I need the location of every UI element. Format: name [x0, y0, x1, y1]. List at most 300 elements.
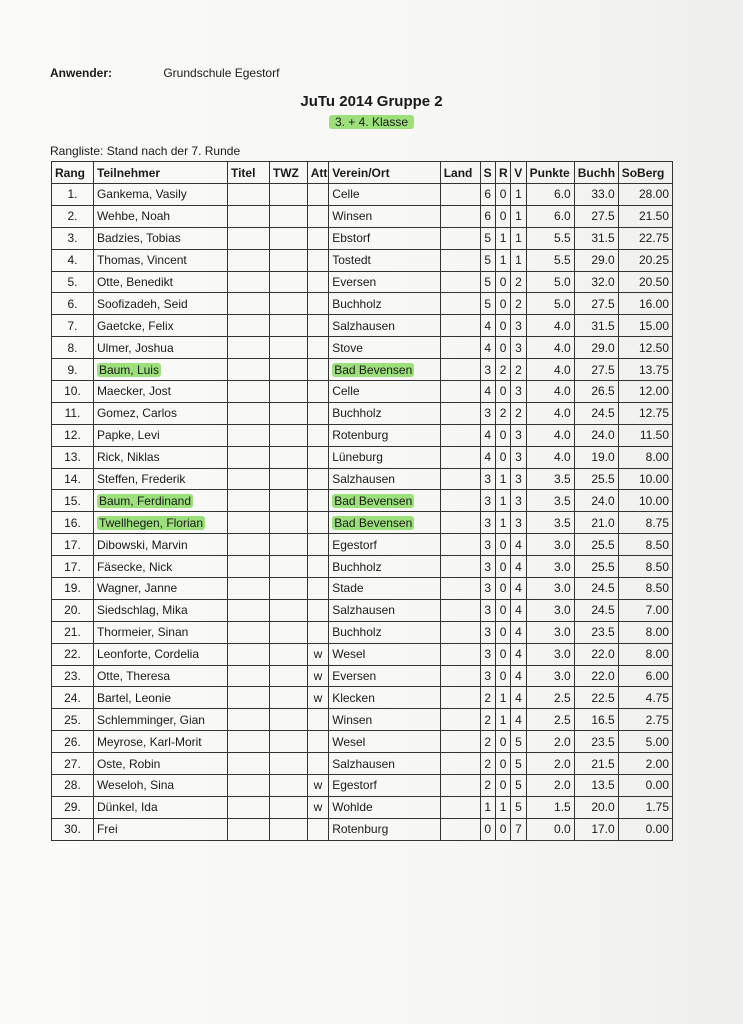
table-row — [52, 599, 673, 621]
cell-punkte: 5.5 — [526, 249, 574, 271]
cell-soberg: 2.75 — [618, 709, 672, 731]
cell-r: 0 — [495, 293, 510, 315]
cell-verein: Buchholz — [329, 556, 441, 578]
cell-teilnehmer: Maecker, Jost — [93, 381, 227, 403]
cell-titel — [227, 818, 269, 840]
cell-titel — [227, 249, 269, 271]
cell-teilnehmer — [93, 359, 227, 381]
cell-titel — [227, 621, 269, 643]
cell-teilnehmer: Oste, Robin — [93, 753, 227, 775]
cell-titel — [227, 402, 269, 424]
cell-teilnehmer: Gaetcke, Felix — [93, 315, 227, 337]
cell-land — [440, 271, 480, 293]
cell-att — [307, 424, 328, 446]
cell-land — [440, 359, 480, 381]
cell-land — [440, 665, 480, 687]
cell-soberg: 12.50 — [618, 337, 672, 359]
cell-soberg: 10.00 — [618, 468, 672, 490]
cell-punkte: 1.5 — [526, 796, 574, 818]
cell-punkte: 2.0 — [526, 731, 574, 753]
cell-verein: Stove — [329, 337, 441, 359]
cell-land — [440, 381, 480, 403]
cell-rang: 1. — [52, 184, 94, 206]
table-row — [52, 293, 673, 315]
cell-twz — [269, 534, 307, 556]
cell-r: 0 — [495, 578, 510, 600]
cell-twz — [269, 424, 307, 446]
table-row — [52, 227, 673, 249]
cell-punkte: 2.5 — [526, 709, 574, 731]
cell-titel — [227, 599, 269, 621]
cell-titel — [227, 556, 269, 578]
cell-r: 1 — [495, 512, 510, 534]
cell-punkte: 2.0 — [526, 753, 574, 775]
cell-land — [440, 424, 480, 446]
cell-s: 2 — [480, 753, 495, 775]
cell-punkte: 2.5 — [526, 687, 574, 709]
cell-land — [440, 599, 480, 621]
cell-twz — [269, 227, 307, 249]
cell-att — [307, 184, 328, 206]
cell-soberg: 0.00 — [618, 775, 672, 797]
cell-punkte: 4.0 — [526, 424, 574, 446]
cell-s: 4 — [480, 446, 495, 468]
cell-teilnehmer: Dibowski, Marvin — [93, 534, 227, 556]
cell-verein: Salzhausen — [329, 753, 441, 775]
cell-soberg: 2.00 — [618, 753, 672, 775]
table-row — [52, 249, 673, 271]
cell-v: 2 — [511, 293, 526, 315]
cell-rang: 6. — [52, 293, 94, 315]
cell-r: 0 — [495, 753, 510, 775]
cell-att — [307, 818, 328, 840]
cell-s: 3 — [480, 643, 495, 665]
cell-att — [307, 359, 328, 381]
cell-twz — [269, 271, 307, 293]
col-punkte: Punkte — [526, 162, 574, 184]
cell-land — [440, 621, 480, 643]
cell-punkte: 4.0 — [526, 381, 574, 403]
cell-twz — [269, 687, 307, 709]
cell-v: 2 — [511, 402, 526, 424]
cell-twz — [269, 184, 307, 206]
cell-att — [307, 381, 328, 403]
cell-soberg: 8.50 — [618, 556, 672, 578]
col-teilnehmer: Teilnehmer — [93, 162, 227, 184]
cell-punkte: 4.0 — [526, 315, 574, 337]
cell-r: 0 — [495, 381, 510, 403]
cell-rang: 28. — [52, 775, 94, 797]
cell-s: 3 — [480, 359, 495, 381]
cell-teilnehmer — [93, 490, 227, 512]
cell-land — [440, 512, 480, 534]
cell-att — [307, 556, 328, 578]
cell-verein: Klecken — [329, 687, 441, 709]
cell-s: 4 — [480, 337, 495, 359]
table-row — [52, 665, 673, 687]
cell-twz — [269, 512, 307, 534]
cell-r: 1 — [495, 227, 510, 249]
cell-twz — [269, 775, 307, 797]
cell-punkte: 3.5 — [526, 512, 574, 534]
cell-titel — [227, 578, 269, 600]
cell-teilnehmer: Ulmer, Joshua — [93, 337, 227, 359]
table-row — [52, 753, 673, 775]
cell-att — [307, 621, 328, 643]
cell-v: 4 — [511, 578, 526, 600]
col-titel: Titel — [227, 162, 269, 184]
cell-r: 0 — [495, 534, 510, 556]
cell-buchh: 31.5 — [574, 227, 618, 249]
cell-buchh: 16.5 — [574, 709, 618, 731]
cell-verein: Wohlde — [329, 796, 441, 818]
cell-punkte: 2.0 — [526, 775, 574, 797]
cell-v: 5 — [511, 775, 526, 797]
cell-teilnehmer: Gankema, Vasily — [93, 184, 227, 206]
cell-r: 0 — [495, 271, 510, 293]
cell-punkte: 3.0 — [526, 556, 574, 578]
cell-v: 4 — [511, 665, 526, 687]
cell-v: 3 — [511, 337, 526, 359]
cell-soberg: 8.00 — [618, 621, 672, 643]
cell-s: 3 — [480, 512, 495, 534]
cell-land — [440, 337, 480, 359]
table-row — [52, 205, 673, 227]
cell-soberg: 12.75 — [618, 402, 672, 424]
cell-punkte: 5.0 — [526, 293, 574, 315]
cell-twz — [269, 337, 307, 359]
cell-soberg: 10.00 — [618, 490, 672, 512]
cell-titel — [227, 205, 269, 227]
col-verein: Verein/Ort — [329, 162, 441, 184]
table-row — [52, 534, 673, 556]
cell-teilnehmer: Thormeier, Sinan — [93, 621, 227, 643]
cell-soberg: 1.75 — [618, 796, 672, 818]
cell-s: 4 — [480, 424, 495, 446]
cell-buchh: 21.5 — [574, 753, 618, 775]
cell-titel — [227, 337, 269, 359]
cell-teilnehmer: Otte, Theresa — [93, 665, 227, 687]
cell-soberg: 8.50 — [618, 534, 672, 556]
cell-r: 1 — [495, 796, 510, 818]
cell-r: 0 — [495, 556, 510, 578]
cell-buchh: 26.5 — [574, 381, 618, 403]
cell-buchh: 13.5 — [574, 775, 618, 797]
standing-caption: Rangliste: Stand nach der 7. Runde — [50, 144, 241, 158]
cell-verein: Celle — [329, 184, 441, 206]
cell-rang: 26. — [52, 731, 94, 753]
cell-v: 2 — [511, 359, 526, 381]
cell-rang: 5. — [52, 271, 94, 293]
cell-s: 4 — [480, 381, 495, 403]
cell-twz — [269, 359, 307, 381]
cell-buchh: 32.0 — [574, 271, 618, 293]
cell-land — [440, 315, 480, 337]
col-att: Att — [307, 162, 328, 184]
applicant-label: Anwender: — [50, 66, 113, 80]
cell-r: 0 — [495, 184, 510, 206]
cell-soberg: 13.75 — [618, 359, 672, 381]
cell-v: 3 — [511, 490, 526, 512]
cell-v: 3 — [511, 315, 526, 337]
cell-s: 3 — [480, 665, 495, 687]
cell-r: 0 — [495, 599, 510, 621]
cell-rang: 2. — [52, 205, 94, 227]
cell-twz — [269, 578, 307, 600]
col-soberg: SoBerg — [618, 162, 672, 184]
cell-twz — [269, 205, 307, 227]
cell-r: 2 — [495, 359, 510, 381]
cell-v: 4 — [511, 556, 526, 578]
cell-twz — [269, 731, 307, 753]
cell-verein: Egestorf — [329, 534, 441, 556]
cell-titel — [227, 709, 269, 731]
cell-titel — [227, 665, 269, 687]
cell-v: 1 — [511, 227, 526, 249]
page-subtitle — [0, 115, 743, 129]
table-row — [52, 709, 673, 731]
cell-soberg: 8.50 — [618, 578, 672, 600]
cell-att — [307, 709, 328, 731]
cell-s: 3 — [480, 534, 495, 556]
cell-punkte: 0.0 — [526, 818, 574, 840]
cell-land — [440, 402, 480, 424]
cell-s: 3 — [480, 621, 495, 643]
cell-land — [440, 227, 480, 249]
cell-punkte: 5.5 — [526, 227, 574, 249]
cell-twz — [269, 490, 307, 512]
subtitle-text: 3. + 4. Klasse — [329, 115, 414, 129]
cell-titel — [227, 512, 269, 534]
cell-att — [307, 512, 328, 534]
cell-buchh: 19.0 — [574, 446, 618, 468]
table-row — [52, 556, 673, 578]
cell-soberg: 6.00 — [618, 665, 672, 687]
applicant-line — [50, 66, 279, 80]
cell-soberg: 7.00 — [618, 599, 672, 621]
cell-buchh: 21.0 — [574, 512, 618, 534]
cell-rang: 10. — [52, 381, 94, 403]
cell-s: 6 — [480, 184, 495, 206]
cell-rang: 12. — [52, 424, 94, 446]
cell-soberg: 0.00 — [618, 818, 672, 840]
cell-punkte: 3.0 — [526, 534, 574, 556]
cell-teilnehmer: Otte, Benedikt — [93, 271, 227, 293]
cell-rang: 25. — [52, 709, 94, 731]
cell-titel — [227, 534, 269, 556]
cell-verein — [329, 490, 441, 512]
cell-land — [440, 818, 480, 840]
cell-twz — [269, 468, 307, 490]
table-row — [52, 359, 673, 381]
table-row — [52, 490, 673, 512]
cell-punkte: 6.0 — [526, 205, 574, 227]
cell-rang: 13. — [52, 446, 94, 468]
cell-r: 1 — [495, 468, 510, 490]
col-twz: TWZ — [269, 162, 307, 184]
cell-v: 3 — [511, 424, 526, 446]
cell-s: 3 — [480, 402, 495, 424]
cell-buchh: 24.5 — [574, 578, 618, 600]
cell-land — [440, 796, 480, 818]
cell-r: 0 — [495, 643, 510, 665]
table-row — [52, 402, 673, 424]
cell-att — [307, 534, 328, 556]
cell-verein: Buchholz — [329, 293, 441, 315]
cell-teilnehmer: Wehbe, Noah — [93, 205, 227, 227]
cell-titel — [227, 424, 269, 446]
cell-s: 3 — [480, 468, 495, 490]
cell-teilnehmer: Steffen, Frederik — [93, 468, 227, 490]
col-r: R — [495, 162, 510, 184]
cell-teilnehmer: Wagner, Janne — [93, 578, 227, 600]
cell-titel — [227, 731, 269, 753]
table-row — [52, 578, 673, 600]
cell-rang: 15. — [52, 490, 94, 512]
cell-verein: Wesel — [329, 731, 441, 753]
cell-soberg: 8.00 — [618, 446, 672, 468]
cell-twz — [269, 621, 307, 643]
cell-s: 2 — [480, 775, 495, 797]
cell-land — [440, 184, 480, 206]
cell-twz — [269, 709, 307, 731]
cell-punkte: 3.0 — [526, 643, 574, 665]
cell-att: w — [307, 643, 328, 665]
cell-rang: 14. — [52, 468, 94, 490]
cell-buchh: 31.5 — [574, 315, 618, 337]
cell-v: 4 — [511, 599, 526, 621]
cell-titel — [227, 468, 269, 490]
cell-land — [440, 578, 480, 600]
cell-titel — [227, 753, 269, 775]
cell-twz — [269, 753, 307, 775]
cell-s: 3 — [480, 578, 495, 600]
table-row — [52, 315, 673, 337]
cell-teilnehmer: Siedschlag, Mika — [93, 599, 227, 621]
cell-rang: 17. — [52, 534, 94, 556]
cell-att — [307, 578, 328, 600]
cell-att — [307, 490, 328, 512]
col-s: S — [480, 162, 495, 184]
cell-att — [307, 315, 328, 337]
cell-verein — [329, 512, 441, 534]
table-row — [52, 796, 673, 818]
cell-teilnehmer: Weseloh, Sina — [93, 775, 227, 797]
cell-v: 3 — [511, 512, 526, 534]
table-row — [52, 468, 673, 490]
cell-titel — [227, 775, 269, 797]
cell-r: 1 — [495, 490, 510, 512]
highlighted-text: Bad Bevensen — [334, 515, 413, 530]
cell-verein: Salzhausen — [329, 315, 441, 337]
cell-s: 5 — [480, 249, 495, 271]
cell-s: 2 — [480, 731, 495, 753]
cell-buchh: 29.0 — [574, 249, 618, 271]
cell-titel — [227, 643, 269, 665]
cell-s: 6 — [480, 205, 495, 227]
table-row — [52, 731, 673, 753]
cell-verein: Eversen — [329, 271, 441, 293]
cell-land — [440, 468, 480, 490]
cell-verein: Rotenburg — [329, 818, 441, 840]
cell-rang: 29. — [52, 796, 94, 818]
cell-land — [440, 643, 480, 665]
cell-r: 0 — [495, 315, 510, 337]
cell-verein: Celle — [329, 381, 441, 403]
cell-buchh: 22.5 — [574, 687, 618, 709]
cell-land — [440, 556, 480, 578]
page-title: JuTu 2014 Gruppe 2 — [300, 93, 443, 110]
cell-buchh: 29.0 — [574, 337, 618, 359]
cell-land — [440, 205, 480, 227]
cell-att — [307, 205, 328, 227]
cell-twz — [269, 818, 307, 840]
cell-land — [440, 446, 480, 468]
cell-punkte: 4.0 — [526, 402, 574, 424]
cell-s: 2 — [480, 687, 495, 709]
col-land: Land — [440, 162, 480, 184]
cell-att: w — [307, 796, 328, 818]
cell-rang: 7. — [52, 315, 94, 337]
cell-att — [307, 599, 328, 621]
cell-verein: Salzhausen — [329, 599, 441, 621]
cell-r: 0 — [495, 424, 510, 446]
cell-twz — [269, 796, 307, 818]
cell-buchh: 27.5 — [574, 359, 618, 381]
cell-v: 3 — [511, 446, 526, 468]
cell-teilnehmer: Fäsecke, Nick — [93, 556, 227, 578]
cell-r: 2 — [495, 402, 510, 424]
cell-twz — [269, 665, 307, 687]
cell-v: 4 — [511, 643, 526, 665]
col-buchh: Buchh — [574, 162, 618, 184]
cell-rang: 3. — [52, 227, 94, 249]
cell-land — [440, 293, 480, 315]
cell-soberg: 16.00 — [618, 293, 672, 315]
cell-twz — [269, 599, 307, 621]
cell-rang: 30. — [52, 818, 94, 840]
cell-att — [307, 402, 328, 424]
cell-teilnehmer: Bartel, Leonie — [93, 687, 227, 709]
cell-teilnehmer: Thomas, Vincent — [93, 249, 227, 271]
cell-v: 1 — [511, 249, 526, 271]
cell-r: 1 — [495, 249, 510, 271]
cell-punkte: 3.0 — [526, 599, 574, 621]
cell-att — [307, 753, 328, 775]
col-rang: Rang — [52, 162, 94, 184]
table-header-row — [52, 162, 673, 184]
cell-titel — [227, 381, 269, 403]
cell-v: 5 — [511, 731, 526, 753]
cell-buchh: 22.0 — [574, 665, 618, 687]
cell-s: 1 — [480, 796, 495, 818]
cell-buchh: 24.5 — [574, 402, 618, 424]
cell-att — [307, 731, 328, 753]
cell-r: 0 — [495, 775, 510, 797]
cell-soberg: 28.00 — [618, 184, 672, 206]
cell-rang: 11. — [52, 402, 94, 424]
cell-teilnehmer: Dünkel, Ida — [93, 796, 227, 818]
cell-r: 0 — [495, 621, 510, 643]
cell-s: 0 — [480, 818, 495, 840]
cell-twz — [269, 249, 307, 271]
cell-v: 1 — [511, 205, 526, 227]
cell-rang: 24. — [52, 687, 94, 709]
cell-twz — [269, 315, 307, 337]
cell-buchh: 24.0 — [574, 490, 618, 512]
cell-punkte: 4.0 — [526, 446, 574, 468]
cell-soberg: 12.00 — [618, 381, 672, 403]
